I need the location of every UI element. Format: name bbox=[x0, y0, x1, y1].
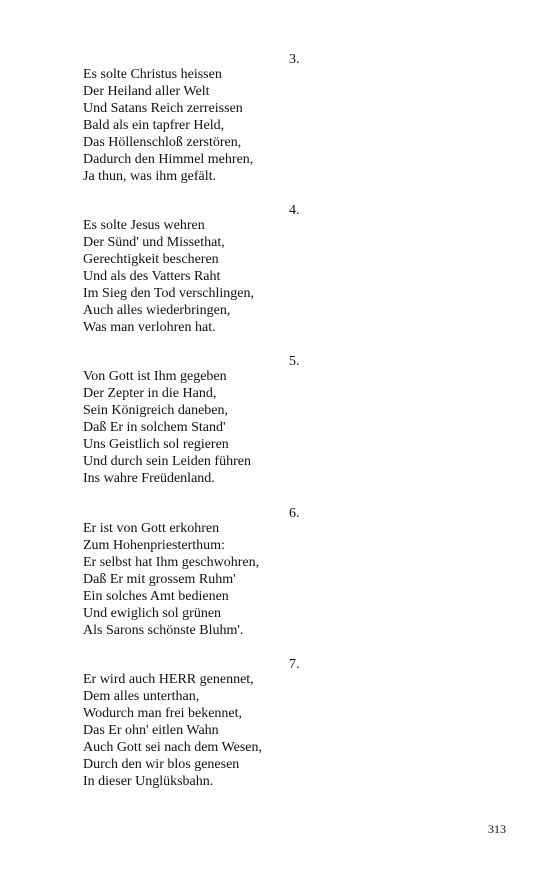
verse-line: Ein solches Amt bedienen bbox=[83, 589, 229, 604]
stanza-lines bbox=[83, 66, 253, 185]
page-number: 313 bbox=[488, 822, 506, 836]
verse-line: Als Sarons schönste Bluhm'. bbox=[83, 623, 244, 638]
verse-line: Es solte Jesus wehren bbox=[83, 218, 205, 233]
verse-line: Das Er ohn' eitlen Wahn bbox=[83, 723, 219, 738]
verse-line: Von Gott ist Ihm gegeben bbox=[83, 369, 227, 384]
verse-line: Daß Er mit grossem Ruhm' bbox=[83, 572, 236, 587]
verse-line: Im Sieg den Tod verschlingen, bbox=[83, 286, 255, 301]
verse-line: Der Sünd' und Missethat, bbox=[83, 235, 225, 250]
stanza-number: 6. bbox=[289, 506, 300, 521]
stanza-number: 4. bbox=[289, 203, 300, 218]
verse-line: Und ewiglich sol grünen bbox=[83, 606, 222, 621]
verse-line: Uns Geistlich sol regieren bbox=[83, 437, 229, 452]
verse-line: Und durch sein Leiden führen bbox=[83, 454, 251, 469]
stanza-lines bbox=[83, 217, 254, 336]
verse-line: Er ist von Gott erkohren bbox=[83, 521, 220, 536]
verse-line: Dadurch den Himmel mehren, bbox=[83, 152, 254, 167]
verse-line: Auch alles wiederbringen, bbox=[83, 303, 231, 318]
verse-line: Wodurch man frei bekennet, bbox=[83, 706, 243, 721]
verse-line: In dieser Unglüksbahn. bbox=[83, 774, 214, 789]
verse-line: Er wird auch HERR genennet, bbox=[83, 672, 254, 687]
stanza-number: 7. bbox=[289, 657, 300, 672]
stanza-lines bbox=[83, 520, 259, 639]
verse-line: Es solte Christus heissen bbox=[83, 67, 222, 82]
verse-line: Und als des Vatters Raht bbox=[83, 269, 221, 284]
verse-line: Daß Er in solchem Stand' bbox=[83, 420, 226, 435]
verse-line: Durch den wir blos genesen bbox=[83, 757, 240, 772]
verse-line: Er selbst hat Ihm geschwohren, bbox=[83, 555, 260, 570]
verse-line: Gerechtigkeit bescheren bbox=[83, 252, 219, 267]
stanza-lines bbox=[83, 368, 251, 487]
verse-line: Ja thun, was ihm gefält. bbox=[83, 169, 216, 184]
verse-line: Und Satans Reich zerreissen bbox=[83, 101, 243, 116]
stanza-number: 5. bbox=[289, 354, 300, 369]
verse-line: Dem alles unterthan, bbox=[83, 689, 200, 704]
verse-line: Zum Hohenpriesterthum: bbox=[83, 538, 225, 553]
verse-line: Der Heiland aller Welt bbox=[83, 84, 210, 99]
stanza-lines bbox=[83, 671, 262, 790]
verse-line: Der Zepter in die Hand, bbox=[83, 386, 217, 401]
verse-line: Bald als ein tapfrer Held, bbox=[83, 118, 225, 133]
verse-line: Was man verlohren hat. bbox=[83, 320, 216, 335]
stanza-number: 3. bbox=[289, 52, 300, 67]
verse-line: Auch Gott sei nach dem Wesen, bbox=[83, 740, 263, 755]
verse-line: Das Höllenschloß zerstören, bbox=[83, 135, 242, 150]
verse-line: Sein Königreich daneben, bbox=[83, 403, 229, 418]
verse-line: Ins wahre Freüdenland. bbox=[83, 471, 215, 486]
